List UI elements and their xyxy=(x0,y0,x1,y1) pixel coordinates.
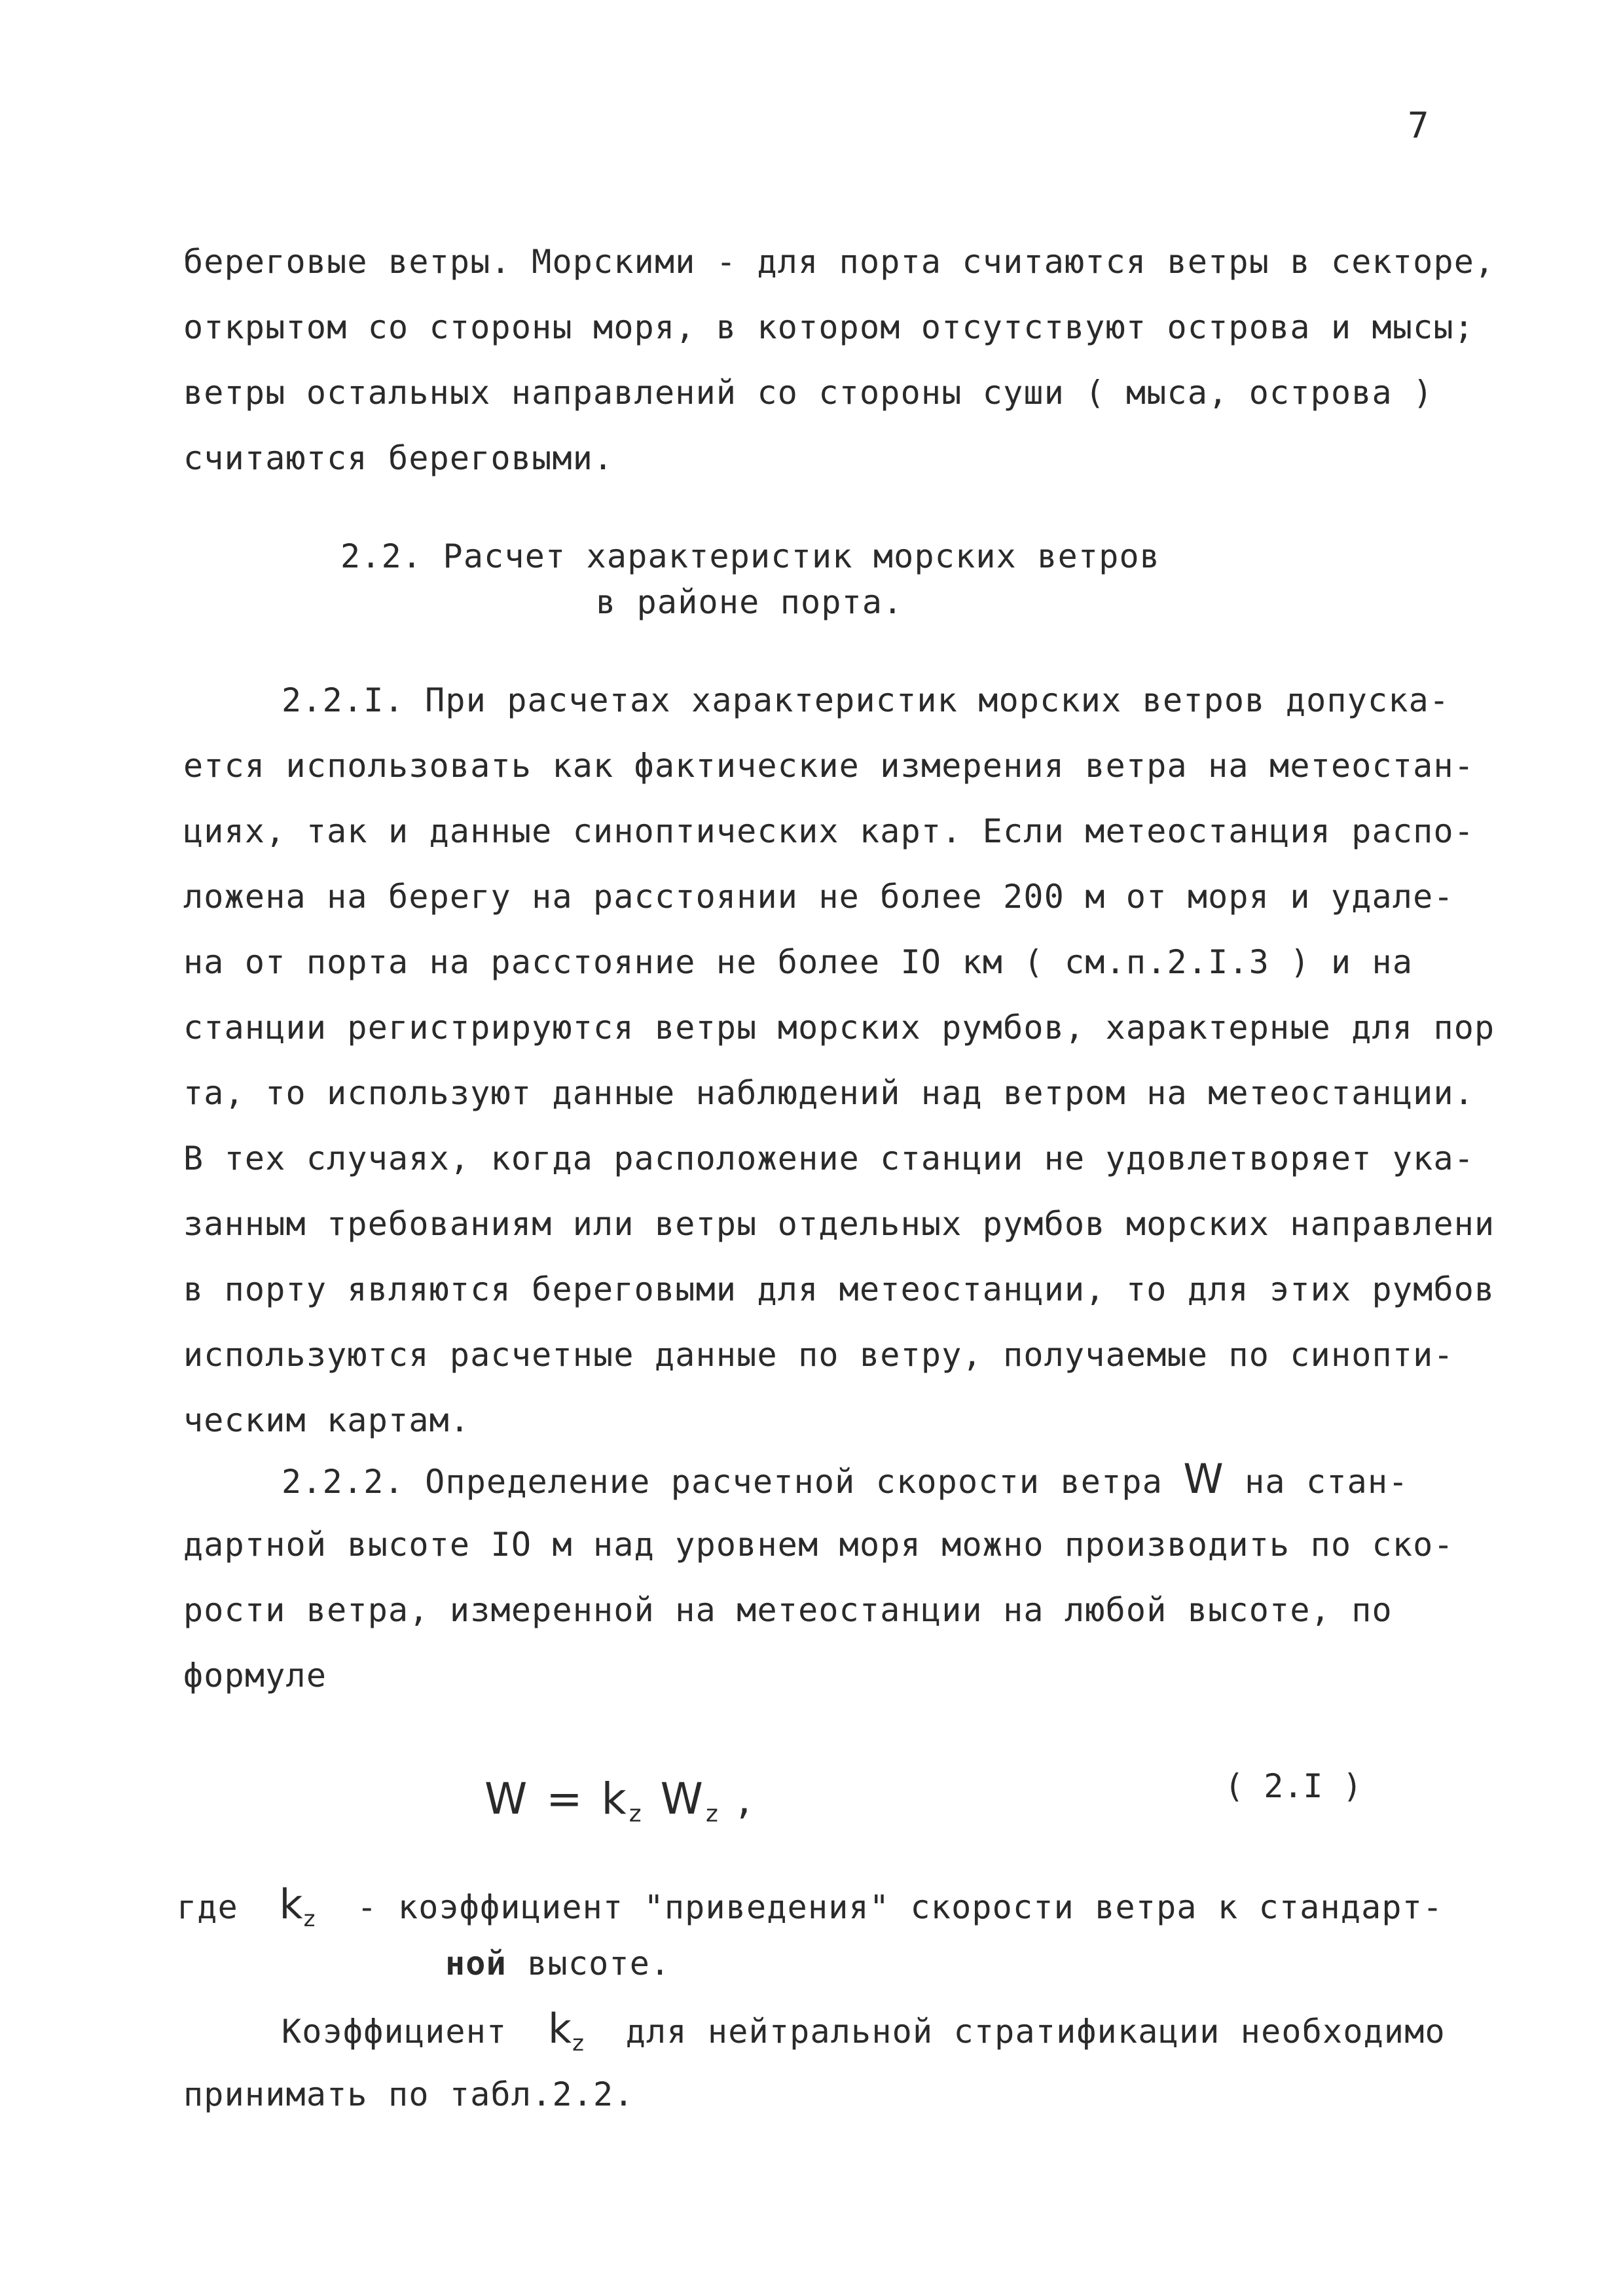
text-span: Коэффициент xyxy=(282,2013,528,2051)
symbol-k xyxy=(279,1880,316,1932)
symbol-k-letter: k xyxy=(279,1880,304,1928)
page-number: 7 xyxy=(1408,105,1429,146)
symbol-k-sub: z xyxy=(572,2030,585,2056)
text-line: ческим картам. xyxy=(183,1401,471,1439)
text-line: используются расчетные данные по ветру, получаемые по синопти- xyxy=(183,1336,1454,1374)
formula-2-1 xyxy=(484,1774,754,1827)
formula-equals: = xyxy=(546,1774,585,1824)
text-line: В тех случаях, когда расположение станции не удовлетворяет ука- xyxy=(183,1139,1475,1177)
text-line: ветры остальных направлений со стороны суши ( мыса, острова ) xyxy=(183,374,1434,412)
text-line: 2.2.I. При расчетах характеристик морских ветров допуска- xyxy=(282,681,1450,719)
equation-number: ( 2.I ) xyxy=(1224,1767,1362,1805)
text-line: ется использовать как фактические измерения ветра на метеостан- xyxy=(183,747,1475,785)
where-word: где xyxy=(177,1888,238,1926)
symbol-k-letter: k xyxy=(547,2005,573,2053)
symbol-k xyxy=(547,2005,585,2056)
text-line: в порту являются береговыми для метеостанции, то для этих румбов xyxy=(183,1270,1495,1308)
text-line: на от порта на расстояние не более IO км ( см.п.2.I.3 ) и на xyxy=(183,943,1413,981)
heading-line: в районе порта. xyxy=(596,583,903,621)
formula-w: W xyxy=(660,1774,706,1824)
text-line: рости ветра, измеренной на метеостанции на любой высоте, по xyxy=(183,1591,1393,1629)
symbol-w: W xyxy=(1183,1455,1224,1503)
symbol-k-sub: z xyxy=(303,1906,316,1932)
definition-cont-bold: ной xyxy=(445,1945,507,1982)
text-line: та, то используют данные наблюдений над ветром на метеостанции. xyxy=(183,1074,1475,1112)
definition-text: - коэффициент "приведения" скорости ветра к стандарт- xyxy=(357,1888,1444,1926)
text-span: на стан- xyxy=(1224,1463,1409,1501)
text-line: дартной высоте IO м над уровнем моря можно производить по ско- xyxy=(183,1526,1454,1564)
text-span: для нейтральной стратификации необходимо xyxy=(605,2013,1446,2051)
text-line: циях, так и данные синоптических карт. Если метеостанция распо- xyxy=(183,812,1475,850)
text-line: береговые ветры. Морскими - для порта считаются ветры в секторе, xyxy=(183,243,1495,281)
formula-lhs: W xyxy=(484,1774,530,1824)
text-line: открытом со стороны моря, в котором отсутствуют острова и мысы; xyxy=(183,308,1475,346)
formula-w-sub: z xyxy=(705,1801,721,1827)
text-line: станции регистрируются ветры морских румбов, характерные для пор xyxy=(183,1009,1495,1047)
formula-k-sub: z xyxy=(629,1801,644,1827)
text-line: занным требованиям или ветры отдельных румбов морских направлени xyxy=(183,1205,1495,1243)
definition-cont: высоте. xyxy=(506,1945,671,1982)
text-line: считаются береговыми. xyxy=(183,439,614,477)
text-line: принимать по табл.2.2. xyxy=(183,2075,634,2113)
text-line xyxy=(445,1944,670,1983)
heading-line: 2.2. Расчет характеристик морских ветров xyxy=(340,537,1161,575)
text-line: ложена на берегу на расстоянии не более 200 м от моря и удале- xyxy=(183,878,1454,916)
text-line xyxy=(282,1455,1409,1503)
text-line: формуле xyxy=(183,1657,327,1695)
formula-k: k xyxy=(601,1774,629,1824)
text-line xyxy=(282,2005,1446,2063)
formula-comma: , xyxy=(737,1774,754,1824)
text-span: 2.2.2. Определение расчетной скорости ветра xyxy=(282,1463,1184,1501)
text-line xyxy=(177,1880,1444,1939)
